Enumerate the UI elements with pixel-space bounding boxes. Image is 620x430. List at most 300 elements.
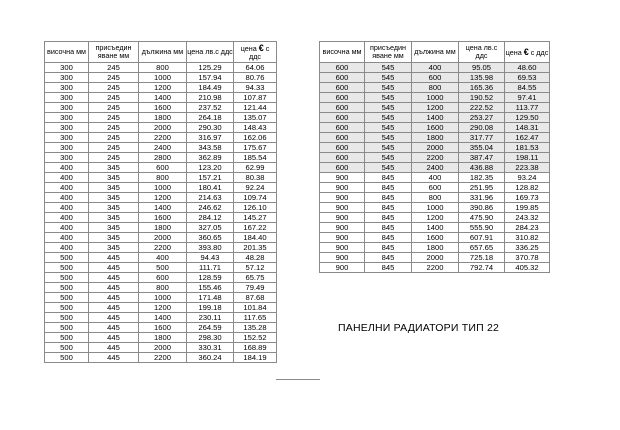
cell-spacing: 245 [89,113,139,123]
cell-length: 1200 [412,103,459,113]
cell-length: 2200 [139,353,187,363]
cell-price-bgn: 157.21 [187,173,234,183]
cell-price-eur: 370.78 [505,253,550,263]
cell-price-bgn: 190.52 [459,93,505,103]
cell-height: 600 [320,143,365,153]
cell-height: 400 [45,203,89,213]
cell-price-bgn: 330.31 [187,343,234,353]
cell-length: 1800 [139,333,187,343]
table-row [45,263,277,273]
cell-spacing: 345 [89,163,139,173]
cell-height: 500 [45,323,89,333]
cell-spacing: 245 [89,123,139,133]
cell-price-bgn: 123.20 [187,163,234,173]
cell-price-eur: 62.99 [234,163,277,173]
cell-height: 600 [320,133,365,143]
table-row [320,133,550,143]
cell-price-eur: 92.24 [234,183,277,193]
cell-price-eur: 121.44 [234,103,277,113]
cell-spacing: 845 [365,243,412,253]
cell-spacing: 245 [89,143,139,153]
table-row [320,103,550,113]
cell-spacing: 545 [365,113,412,123]
cell-price-eur: 148.43 [234,123,277,133]
cell-height: 500 [45,343,89,353]
cell-height: 900 [320,183,365,193]
cell-length: 1400 [412,223,459,233]
cell-price-eur: 167.22 [234,223,277,233]
table-row [320,163,550,173]
price-table-right [319,41,550,273]
cell-price-bgn: 362.89 [187,153,234,163]
table-header-row [320,42,550,63]
table-row [45,303,277,313]
table-row [45,293,277,303]
cell-length: 1200 [139,83,187,93]
cell-price-eur: 79.49 [234,283,277,293]
cell-length: 1000 [139,73,187,83]
cell-height: 600 [320,113,365,123]
cell-height: 900 [320,213,365,223]
cell-price-eur: 199.85 [505,203,550,213]
cell-price-eur: 184.19 [234,353,277,363]
cell-height: 600 [320,153,365,163]
cell-spacing: 445 [89,343,139,353]
table-row [45,173,277,183]
cell-spacing: 345 [89,183,139,193]
cell-price-eur: 145.27 [234,213,277,223]
header-spacing: присъедин яване мм [89,42,139,63]
cell-price-eur: 128.82 [505,183,550,193]
cell-height: 400 [45,213,89,223]
cell-height: 900 [320,173,365,183]
table-row [320,173,550,183]
cell-length: 2000 [139,233,187,243]
cell-height: 900 [320,203,365,213]
table-row [320,203,550,213]
cell-price-eur: 201.35 [234,243,277,253]
header-price-bgn: цена лв.с ддс [459,42,505,63]
table-row [320,83,550,93]
cell-price-eur: 93.24 [505,173,550,183]
cell-height: 900 [320,243,365,253]
cell-length: 800 [139,173,187,183]
header-price-bgn: цена лв.с ддс [187,42,234,63]
cell-height: 500 [45,273,89,283]
table-row [45,103,277,113]
table-row [45,243,277,253]
cell-length: 1000 [139,293,187,303]
cell-price-eur: 97.41 [505,93,550,103]
table-row [45,193,277,203]
cell-height: 900 [320,193,365,203]
table-row [45,133,277,143]
cell-spacing: 345 [89,203,139,213]
cell-price-bgn: 475.90 [459,213,505,223]
cell-length: 800 [139,283,187,293]
cell-length: 800 [139,63,187,73]
cell-length: 1200 [139,193,187,203]
cell-length: 600 [139,163,187,173]
header-length: дължина мм [412,42,459,63]
cell-spacing: 845 [365,213,412,223]
cell-price-bgn: 387.47 [459,153,505,163]
cell-length: 2200 [139,133,187,143]
table-row [45,163,277,173]
cell-price-eur: 135.07 [234,113,277,123]
table-row [45,183,277,193]
cell-height: 500 [45,353,89,363]
cell-price-bgn: 355.04 [459,143,505,153]
cell-spacing: 445 [89,273,139,283]
cell-length: 2000 [139,343,187,353]
cell-spacing: 545 [365,63,412,73]
cell-spacing: 845 [365,263,412,273]
header-length: дължина мм [139,42,187,63]
cell-price-eur: 223.38 [505,163,550,173]
cell-spacing: 545 [365,103,412,113]
table-row [45,83,277,93]
cell-length: 600 [412,73,459,83]
cell-length: 1200 [139,303,187,313]
cell-height: 600 [320,73,365,83]
cell-length: 1400 [139,313,187,323]
cell-length: 2400 [412,163,459,173]
cell-spacing: 445 [89,313,139,323]
cell-price-eur: 336.25 [505,243,550,253]
cell-length: 1600 [139,213,187,223]
table-row [320,263,550,273]
cell-length: 1000 [139,183,187,193]
cell-price-bgn: 180.41 [187,183,234,193]
cell-height: 400 [45,173,89,183]
cell-price-eur: 48.28 [234,253,277,263]
cell-price-eur: 185.54 [234,153,277,163]
cell-spacing: 845 [365,183,412,193]
price-table-right-body [320,63,550,273]
cell-price-bgn: 125.29 [187,63,234,73]
cell-height: 300 [45,93,89,103]
cell-price-bgn: 184.49 [187,83,234,93]
header-height: височна мм [320,42,365,63]
table-border-extension [276,379,320,380]
cell-length: 1800 [412,243,459,253]
cell-price-eur: 310.82 [505,233,550,243]
cell-price-bgn: 251.95 [459,183,505,193]
cell-height: 500 [45,333,89,343]
cell-spacing: 545 [365,123,412,133]
table-row [320,123,550,133]
cell-length: 800 [412,83,459,93]
cell-spacing: 545 [365,83,412,93]
cell-price-bgn: 298.30 [187,333,234,343]
cell-length: 800 [412,193,459,203]
cell-spacing: 545 [365,133,412,143]
cell-spacing: 445 [89,303,139,313]
table-row [45,113,277,123]
cell-price-bgn: 360.24 [187,353,234,363]
cell-height: 500 [45,293,89,303]
cell-height: 600 [320,83,365,93]
table-header-row [45,42,277,63]
cell-height: 900 [320,263,365,273]
cell-length: 400 [139,253,187,263]
cell-price-bgn: 222.52 [459,103,505,113]
cell-price-eur: 175.67 [234,143,277,153]
cell-spacing: 245 [89,133,139,143]
cell-price-eur: 48.60 [505,63,550,73]
table-row [320,73,550,83]
cell-height: 600 [320,123,365,133]
cell-height: 400 [45,163,89,173]
cell-price-bgn: 95.05 [459,63,505,73]
cell-price-bgn: 264.18 [187,113,234,123]
cell-spacing: 845 [365,233,412,243]
cell-spacing: 245 [89,103,139,113]
cell-spacing: 545 [365,93,412,103]
cell-length: 1000 [412,203,459,213]
cell-spacing: 345 [89,173,139,183]
cell-height: 900 [320,223,365,233]
table-row [320,113,550,123]
cell-length: 400 [412,63,459,73]
cell-price-bgn: 290.08 [459,123,505,133]
header-price-eur: цена € с ддс [505,42,550,63]
cell-spacing: 245 [89,63,139,73]
table-row [45,253,277,263]
cell-length: 2000 [139,123,187,133]
cell-height: 900 [320,253,365,263]
euro-symbol: € [523,46,529,57]
cell-length: 2800 [139,153,187,163]
cell-price-bgn: 725.18 [459,253,505,263]
price-table-left [44,41,277,363]
cell-spacing: 345 [89,213,139,223]
cell-height: 300 [45,153,89,163]
cell-height: 300 [45,103,89,113]
cell-price-eur: 80.38 [234,173,277,183]
cell-height: 500 [45,253,89,263]
cell-price-bgn: 343.58 [187,143,234,153]
cell-length: 1400 [139,203,187,213]
cell-length: 2200 [412,153,459,163]
cell-length: 600 [139,273,187,283]
table-row [45,223,277,233]
cell-price-bgn: 199.18 [187,303,234,313]
table-row [320,223,550,233]
table-row [45,73,277,83]
table-row [320,153,550,163]
cell-price-bgn: 210.98 [187,93,234,103]
cell-price-bgn: 607.91 [459,233,505,243]
cell-length: 1400 [412,113,459,123]
cell-price-bgn: 253.27 [459,113,505,123]
cell-price-bgn: 390.86 [459,203,505,213]
cell-spacing: 245 [89,73,139,83]
euro-symbol: € [258,42,264,53]
cell-price-eur: 84.55 [505,83,550,93]
cell-spacing: 245 [89,83,139,93]
table-row [45,273,277,283]
cell-height: 500 [45,313,89,323]
cell-price-eur: 405.32 [505,263,550,273]
cell-spacing: 345 [89,233,139,243]
cell-height: 300 [45,73,89,83]
cell-height: 500 [45,283,89,293]
cell-spacing: 845 [365,173,412,183]
cell-length: 1600 [139,323,187,333]
cell-price-bgn: 237.52 [187,103,234,113]
header-spacing: присъедин яване мм [365,42,412,63]
table-row [45,323,277,333]
cell-length: 2000 [412,253,459,263]
table-row [320,253,550,263]
cell-price-eur: 162.06 [234,133,277,143]
cell-price-bgn: 155.46 [187,283,234,293]
cell-price-eur: 284.23 [505,223,550,233]
cell-price-eur: 113.77 [505,103,550,113]
cell-price-eur: 65.75 [234,273,277,283]
cell-length: 2200 [139,243,187,253]
cell-spacing: 545 [365,143,412,153]
cell-price-eur: 162.47 [505,133,550,143]
table-row [320,93,550,103]
cell-price-eur: 69.53 [505,73,550,83]
table-row [320,143,550,153]
cell-price-eur: 198.11 [505,153,550,163]
cell-price-bgn: 128.59 [187,273,234,283]
header-price-eur: цена € с ддс [234,42,277,63]
table-row [45,123,277,133]
cell-price-eur: 94.33 [234,83,277,93]
table-row [45,283,277,293]
cell-price-eur: 117.65 [234,313,277,323]
cell-height: 300 [45,123,89,133]
cell-height: 400 [45,223,89,233]
table-row [320,233,550,243]
cell-spacing: 345 [89,223,139,233]
cell-height: 300 [45,143,89,153]
table-row [45,153,277,163]
table-row [45,313,277,323]
table-row [45,63,277,73]
cell-length: 2400 [139,143,187,153]
cell-length: 1200 [412,213,459,223]
cell-spacing: 445 [89,293,139,303]
table-row [320,183,550,193]
cell-spacing: 345 [89,193,139,203]
table-row [320,213,550,223]
header-height: височна мм [45,42,89,63]
cell-spacing: 845 [365,223,412,233]
cell-price-bgn: 264.59 [187,323,234,333]
cell-price-eur: 168.89 [234,343,277,353]
cell-spacing: 445 [89,283,139,293]
cell-height: 300 [45,63,89,73]
cell-spacing: 245 [89,93,139,103]
cell-price-eur: 80.76 [234,73,277,83]
cell-height: 600 [320,103,365,113]
cell-price-bgn: 284.12 [187,213,234,223]
cell-height: 400 [45,193,89,203]
cell-length: 1600 [139,103,187,113]
page-title: ПАНЕЛНИ РАДИАТОРИ ТИП 22 [338,322,500,334]
cell-price-eur: 64.06 [234,63,277,73]
cell-price-eur: 135.28 [234,323,277,333]
cell-spacing: 345 [89,243,139,253]
cell-price-eur: 243.32 [505,213,550,223]
cell-height: 300 [45,83,89,93]
cell-length: 500 [139,263,187,273]
cell-price-eur: 129.50 [505,113,550,123]
cell-spacing: 445 [89,263,139,273]
table-row [45,333,277,343]
cell-length: 600 [412,183,459,193]
cell-price-bgn: 393.80 [187,243,234,253]
table-row [45,93,277,103]
cell-height: 400 [45,183,89,193]
table-row [45,233,277,243]
cell-price-bgn: 135.98 [459,73,505,83]
cell-price-bgn: 436.88 [459,163,505,173]
cell-price-eur: 148.31 [505,123,550,133]
cell-length: 2000 [412,143,459,153]
cell-price-eur: 57.12 [234,263,277,273]
cell-height: 500 [45,263,89,273]
cell-spacing: 845 [365,203,412,213]
cell-spacing: 445 [89,323,139,333]
cell-length: 1800 [139,113,187,123]
cell-spacing: 845 [365,193,412,203]
cell-price-eur: 109.74 [234,193,277,203]
cell-price-bgn: 792.74 [459,263,505,273]
cell-price-bgn: 555.90 [459,223,505,233]
table-row [45,353,277,363]
cell-length: 400 [412,173,459,183]
cell-price-bgn: 327.05 [187,223,234,233]
cell-height: 500 [45,303,89,313]
cell-price-bgn: 171.48 [187,293,234,303]
cell-price-eur: 87.68 [234,293,277,303]
cell-price-bgn: 290.30 [187,123,234,133]
cell-price-bgn: 316.97 [187,133,234,143]
table-row [45,143,277,153]
cell-price-bgn: 165.36 [459,83,505,93]
cell-price-bgn: 246.62 [187,203,234,213]
cell-spacing: 545 [365,153,412,163]
cell-spacing: 445 [89,353,139,363]
cell-length: 1400 [139,93,187,103]
cell-height: 300 [45,113,89,123]
table-row [320,63,550,73]
cell-height: 400 [45,243,89,253]
cell-height: 600 [320,163,365,173]
cell-spacing: 545 [365,73,412,83]
cell-price-eur: 169.73 [505,193,550,203]
table-row [320,243,550,253]
table-row [320,193,550,203]
cell-length: 2200 [412,263,459,273]
cell-spacing: 245 [89,153,139,163]
cell-price-eur: 184.40 [234,233,277,243]
table-row [45,213,277,223]
table-row [45,343,277,353]
cell-price-bgn: 317.77 [459,133,505,143]
cell-price-bgn: 214.63 [187,193,234,203]
price-table-left-body [45,63,277,363]
cell-price-eur: 152.52 [234,333,277,343]
cell-price-eur: 101.84 [234,303,277,313]
